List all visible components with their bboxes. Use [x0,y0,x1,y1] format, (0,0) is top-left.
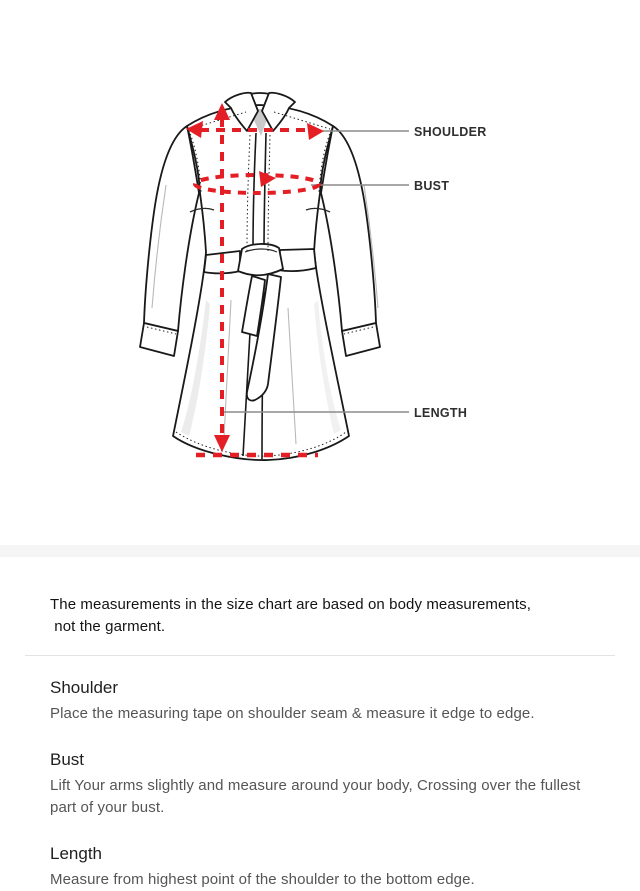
belt-right [278,249,316,271]
bust-section [50,749,590,819]
shoulder-section-title: Shoulder [50,678,119,697]
divider-line [25,655,615,656]
measurement-note [0,557,640,638]
length-section-description: Measure from highest point of the shoulder to the bottom edge. [50,871,475,888]
bust-label: BUST [414,179,450,193]
length-label: LENGTH [414,406,468,420]
shoulder-section [50,677,590,725]
note-line-1: The measurements in the size chart are based on body measurements, [50,596,532,613]
garment-drawing [140,93,380,460]
shoulder-label: SHOULDER [414,125,487,139]
note-line-2: not the garment. [50,618,166,635]
right-sleeve [321,126,376,331]
section-separator-bar [0,545,640,557]
bust-section-title: Bust [50,750,85,769]
bust-section-description: Lift Your arms slightly and measure around your body, Crossing over the fullest part of your bust. [50,777,581,816]
length-section-title: Length [50,844,102,863]
shoulder-section-description: Place the measuring tape on shoulder seam & measure it edge to edge. [50,705,535,722]
measurement-instructions [0,677,640,891]
length-section [50,843,590,891]
